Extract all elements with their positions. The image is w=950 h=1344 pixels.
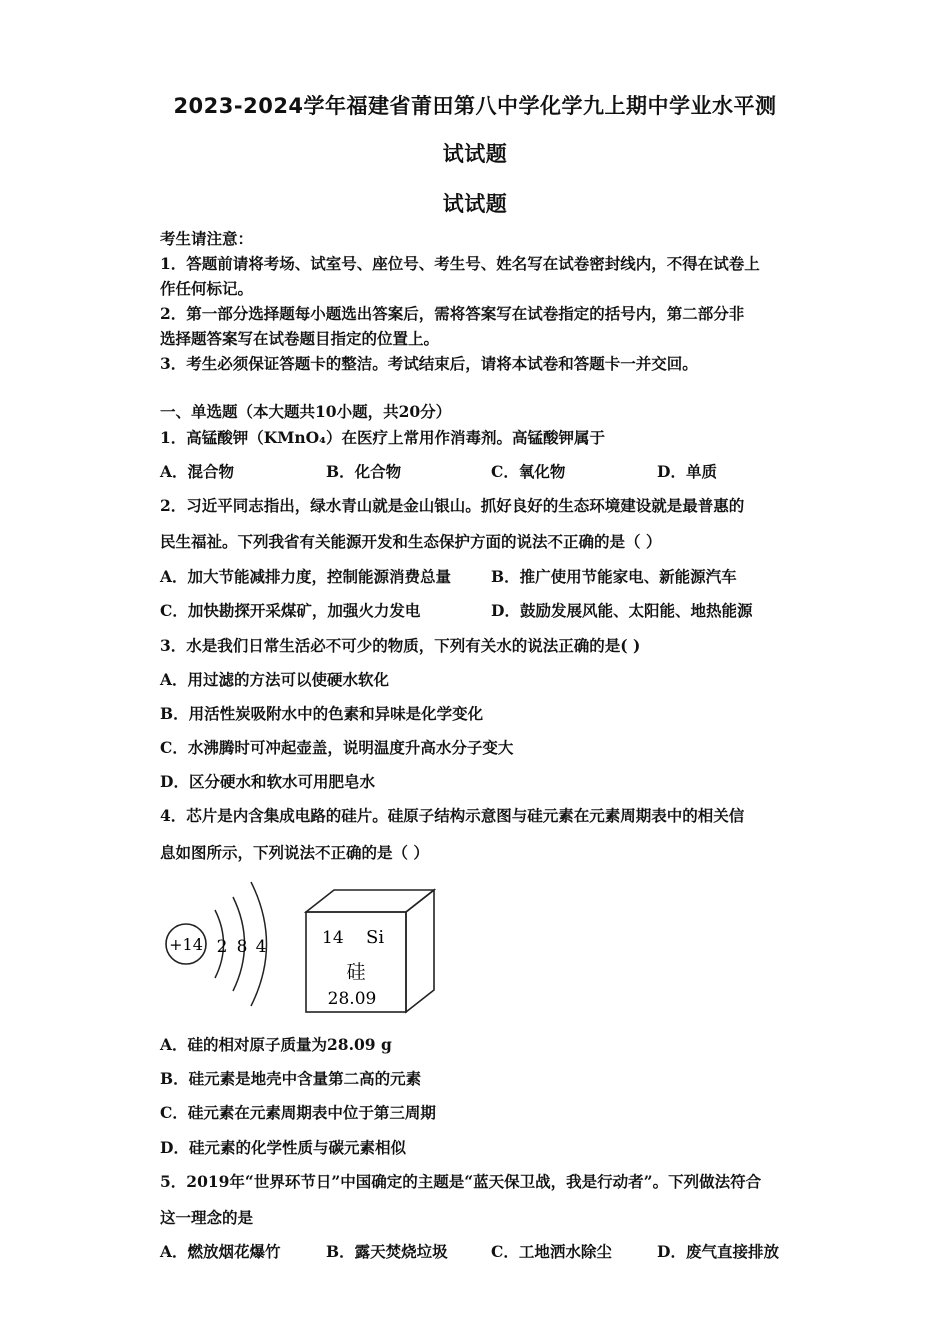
notice-item-2-cont: 选择题答案写在试卷题目指定的位置上。 xyxy=(160,329,440,348)
section-heading: 一、单选题（本大题共10小题，共20分） xyxy=(160,402,452,421)
notice-item-1-cont: 作任何标记。 xyxy=(160,279,254,298)
q5-stem-line1: 5．2019年“世界环节日”中国确定的主题是“蓝天保卫战，我是行动者”。下列做法符合 xyxy=(160,1172,762,1191)
exam-title-line3: 试试题 xyxy=(442,192,508,216)
cell-top-face xyxy=(306,890,434,912)
q2-stem-line2: 民生福祉。下列我省有关能源开发和生态保护方面的说法不正确的是（ ） xyxy=(160,532,662,551)
q4-option-a: A．硅的相对原子质量为28.09 g xyxy=(160,1035,392,1054)
q5-option-b: B．露天焚烧垃圾 xyxy=(326,1242,448,1261)
notice-item-2: 2．第一部分选择题每小题选出答案后，需将答案写在试卷指定的括号内，第二部分非 xyxy=(160,304,745,323)
atomic-number: 14 xyxy=(322,928,344,948)
q2-stem-line1: 2．习近平同志指出，绿水青山就是金山银山。抓好良好的生态环境建设就是最普惠的 xyxy=(160,496,745,515)
nucleus-charge: +14 xyxy=(169,935,203,954)
q1-option-a: A．混合物 xyxy=(160,462,235,481)
q3-option-c: C．水沸腾时可冲起壶盖，说明温度升高水分子变大 xyxy=(160,738,514,757)
q2-option-d: D．鼓励发展风能、太阳能、地热能源 xyxy=(491,601,753,620)
exam-title-line1: 2023-2024学年福建省莆田第八中学化学九上期中学业水平测 xyxy=(173,94,777,118)
shell-electrons-1: 2 xyxy=(216,937,228,957)
q2-option-a: A．加大节能减排力度，控制能源消费总量 xyxy=(160,567,452,586)
atomic-mass: 28.09 xyxy=(327,989,377,1009)
exam-title-line2: 试试题 xyxy=(442,142,508,166)
q3-option-a: A．用过滤的方法可以使硬水软化 xyxy=(160,670,390,689)
element-name: 硅 xyxy=(346,961,366,983)
q4-stem-line2: 息如图所示，下列说法不正确的是（ ） xyxy=(160,843,429,862)
q5-option-d: D．废气直接排放 xyxy=(657,1242,779,1261)
q2-option-b: B．推广使用节能家电、新能源汽车 xyxy=(491,567,737,586)
q2-option-c: C．加快勘探开采煤矿，加强火力发电 xyxy=(160,601,421,620)
element-symbol: Si xyxy=(366,927,385,948)
q1-stem: 1．高锰酸钾（KMnO₄）在医疗上常用作消毒剂。高锰酸钾属于 xyxy=(160,428,605,447)
q3-option-d: D．区分硬水和软水可用肥皂水 xyxy=(160,772,375,791)
q3-stem: 3．水是我们日常生活必不可少的物质，下列有关水的说法正确的是( ) xyxy=(160,636,641,655)
cell-side-face xyxy=(406,890,434,1012)
q4-option-c: C．硅元素在元素周期表中位于第三周期 xyxy=(160,1103,436,1122)
shell-electrons-2: 8 xyxy=(236,937,248,957)
q5-option-a: A．燃放烟花爆竹 xyxy=(160,1242,281,1261)
q1-option-d: D．单质 xyxy=(657,462,717,481)
q1-option-b: B．化合物 xyxy=(326,462,402,481)
q3-option-b: B．用活性炭吸附水中的色素和异味是化学变化 xyxy=(160,704,484,723)
q4-option-b: B．硅元素是地壳中含量第二高的元素 xyxy=(160,1069,422,1088)
q5-stem-line2: 这一理念的是 xyxy=(160,1208,254,1227)
q1-option-c: C．氧化物 xyxy=(491,462,566,481)
notice-item-1: 1．答题前请将考场、试室号、座位号、考生号、姓名写在试卷密封线内，不得在试卷上 xyxy=(160,254,760,273)
notice-item-3: 3．考生必须保证答题卡的整洁。考试结束后，请将本试卷和答题卡一并交回。 xyxy=(160,354,698,373)
q5-option-c: C．工地洒水除尘 xyxy=(491,1242,612,1261)
silicon-figure xyxy=(160,872,450,1022)
q4-stem-line1: 4．芯片是内含集成电路的硅片。硅原子结构示意图与硅元素在元素周期表中的相关信 xyxy=(160,806,745,825)
notice-heading: 考生请注意： xyxy=(160,229,254,248)
atom-structure-diagram xyxy=(166,882,267,1006)
q4-option-d: D．硅元素的化学性质与碳元素相似 xyxy=(160,1138,406,1157)
periodic-table-cell xyxy=(306,890,434,1012)
shell-electrons-3: 4 xyxy=(255,937,267,957)
